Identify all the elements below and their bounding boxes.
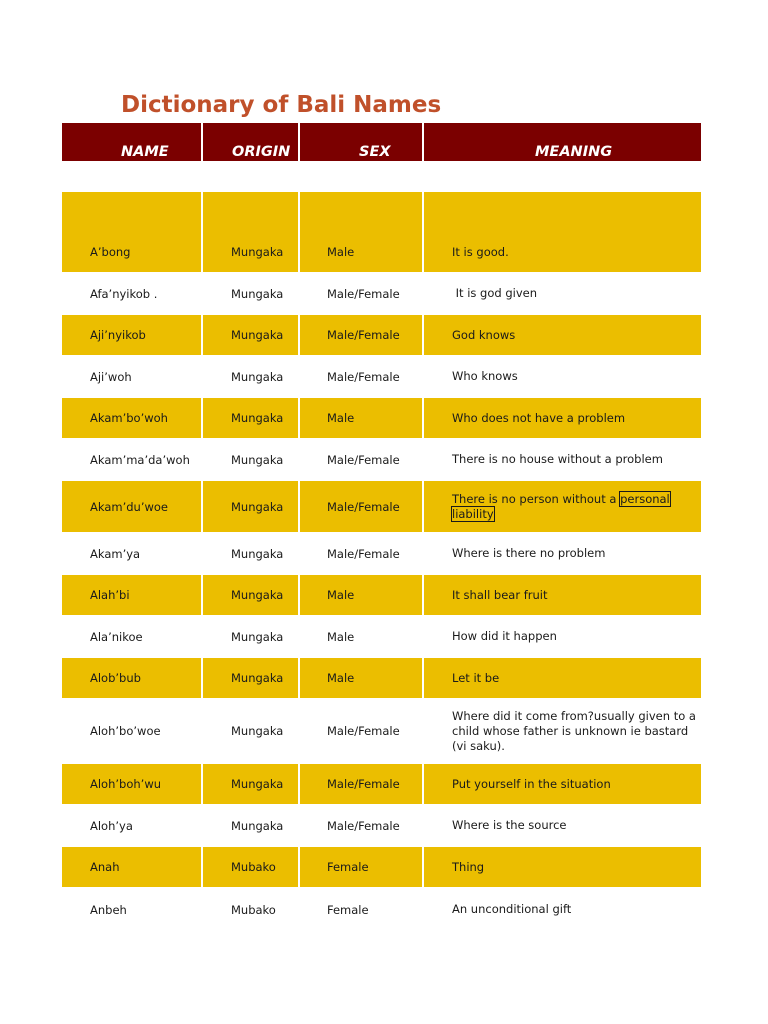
cell-sex: Male/Female	[327, 546, 400, 561]
cell-sex: Male/Female	[300, 481, 422, 532]
cell-name	[62, 192, 201, 232]
cell-meaning: Where is the source	[452, 818, 567, 832]
cell-name: Ala’nikoe	[90, 629, 143, 644]
cell-origin: Mungaka	[231, 369, 284, 384]
cell-origin: Mungaka	[203, 398, 298, 438]
table-row	[62, 764, 701, 804]
header-origin	[203, 123, 298, 161]
cell-sex: Male/Female	[327, 724, 400, 738]
cell-name: Alah’bi	[62, 575, 201, 615]
cell-origin: Mungaka	[203, 481, 298, 532]
cell-origin: Mungaka	[203, 575, 298, 615]
cell-sex: Male/Female	[300, 315, 422, 355]
cell-sex: Male/Female	[327, 286, 400, 301]
cell-meaning: An unconditional gift	[452, 902, 572, 916]
cell-name: Aloh’ya	[90, 818, 133, 833]
cell-sex: Male	[300, 232, 422, 272]
cell-origin: Mungaka	[231, 546, 284, 561]
page-title: Dictionary of Bali Names	[121, 92, 442, 118]
cell-sex: Male/Female	[300, 764, 422, 804]
cell-name: Akam’bo’woh	[62, 398, 201, 438]
table-row	[62, 355, 701, 398]
header-origin-label: ORIGIN	[232, 144, 291, 160]
table-row	[62, 804, 701, 847]
table-row	[62, 698, 701, 764]
cell-origin: Mungaka	[231, 724, 284, 738]
cell-sex: Male	[300, 398, 422, 438]
table-row	[62, 315, 701, 355]
cell-origin: Mungaka	[203, 658, 298, 698]
header-sex-label: SEX	[359, 144, 391, 160]
cell-sex: Female	[300, 847, 422, 887]
table-row	[62, 481, 701, 532]
cell-name: Alob’bub	[62, 658, 201, 698]
header-sex	[300, 123, 422, 161]
cell-meaning: It is god given	[452, 286, 538, 300]
cell-name: Afa’nyikob .	[90, 286, 158, 301]
meaning-text: There is no person without a	[452, 491, 621, 506]
cell-origin: Mungaka	[231, 629, 284, 644]
cell-meaning: Thing	[424, 847, 701, 887]
cell-meaning: There is no house without a problem	[452, 452, 663, 466]
cell-meaning	[424, 481, 701, 532]
table-row	[62, 192, 701, 232]
cell-origin: Mungaka	[231, 452, 284, 467]
cell-origin: Mubako	[203, 847, 298, 887]
cell-name: Akam’ma’da’woh	[90, 452, 190, 467]
cell-meaning: Who does not have a problem	[424, 398, 701, 438]
cell-sex: Female	[327, 902, 369, 917]
cell-sex: Male	[327, 629, 355, 644]
cell-sex: Male/Female	[327, 369, 400, 384]
table-row	[62, 532, 701, 575]
cell-name: Akam’ya	[90, 546, 141, 561]
table-header	[62, 123, 701, 161]
cell-meaning: Who knows	[452, 369, 518, 383]
table-row	[62, 887, 701, 932]
cell-name: Anah	[62, 847, 201, 887]
cell-name: Aloh’boh’wu	[62, 764, 201, 804]
table-row	[62, 438, 701, 481]
cell-meaning: Put yourself in the situation	[424, 764, 701, 804]
cell-origin: Mungaka	[231, 818, 284, 833]
cell-name: Aji’nyikob	[62, 315, 201, 355]
header-name	[62, 123, 201, 161]
cell-sex	[300, 192, 422, 232]
cell-meaning: It shall bear fruit	[424, 575, 701, 615]
names-table	[62, 123, 701, 932]
cell-origin	[203, 192, 298, 232]
cell-origin: Mubako	[231, 902, 276, 917]
table-row	[62, 161, 701, 192]
cell-meaning: God knows	[424, 315, 701, 355]
table-row	[62, 398, 701, 438]
cell-meaning: Let it be	[424, 658, 701, 698]
table-row	[62, 847, 701, 887]
cell-name: Akam’du’woe	[62, 481, 201, 532]
cell-name: Aloh’bo’woe	[90, 724, 161, 738]
highlighted-phrase: personal liability	[452, 491, 670, 521]
cell-meaning	[424, 192, 701, 232]
cell-origin: Mungaka	[203, 764, 298, 804]
table-row	[62, 232, 701, 272]
cell-sex: Male/Female	[327, 818, 400, 833]
cell-sex: Male	[300, 658, 422, 698]
cell-name: A’bong	[62, 232, 201, 272]
cell-meaning: Where did it come from?usually given to a child whose father is unknown ie bastard(vi saku).	[452, 708, 696, 753]
cell-sex: Male	[300, 575, 422, 615]
table-row	[62, 658, 701, 698]
cell-sex: Male/Female	[327, 452, 400, 467]
cell-origin: Mungaka	[231, 286, 284, 301]
cell-meaning: How did it happen	[452, 629, 557, 643]
table-row	[62, 272, 701, 315]
header-name-label: NAME	[121, 144, 169, 160]
cell-name: Anbeh	[90, 902, 127, 917]
header-meaning	[424, 123, 701, 161]
cell-meaning: Where is there no problem	[452, 546, 606, 560]
header-meaning-label: MEANING	[535, 144, 613, 160]
cell-origin: Mungaka	[203, 232, 298, 272]
table-row	[62, 615, 701, 658]
cell-origin: Mungaka	[203, 315, 298, 355]
cell-name: Aji’woh	[90, 369, 132, 384]
cell-meaning: It is good.	[424, 232, 701, 272]
table-row	[62, 575, 701, 615]
